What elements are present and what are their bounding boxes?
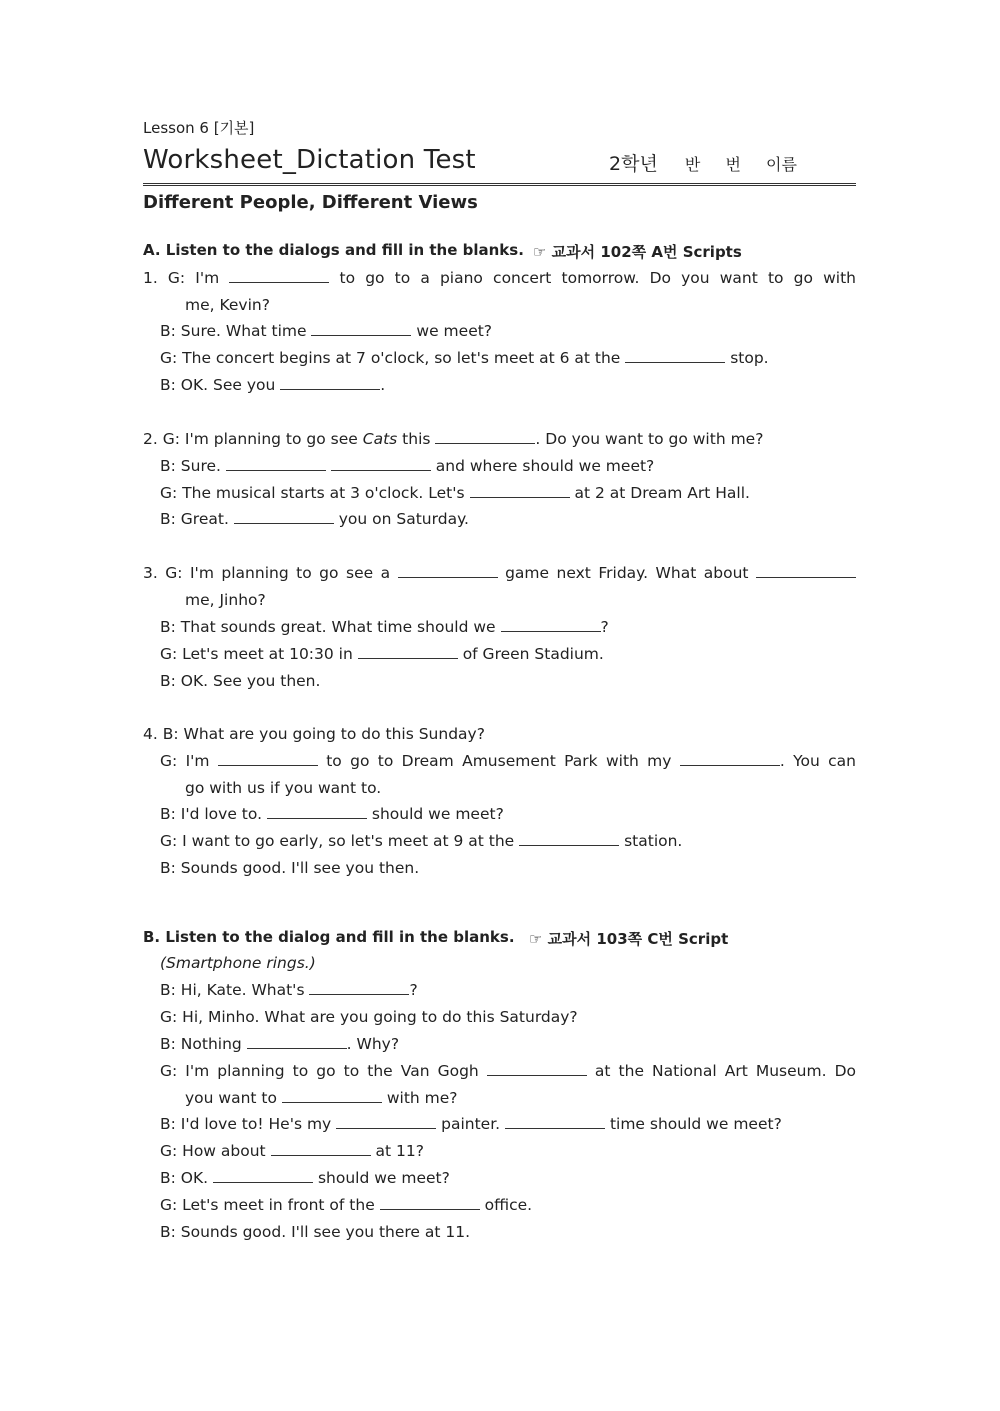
text: B: Sure. What time [160, 322, 307, 340]
text: G: I'm [160, 752, 210, 770]
text: ? [409, 981, 418, 999]
d4-line-2 [160, 748, 856, 775]
blank-field[interactable] [398, 563, 498, 578]
d2-line-1 [143, 426, 763, 453]
text: B: I'd love to. [160, 805, 263, 823]
b-line-8 [160, 1165, 450, 1192]
text: 3. G: I'm planning to go see a [143, 564, 391, 582]
blank-field[interactable] [331, 456, 431, 471]
d4-line-6: B: Sounds good. I'll see you then. [160, 859, 420, 877]
d1-line-4 [160, 345, 769, 372]
blank-field[interactable] [311, 321, 411, 336]
text: of Green Stadium. [462, 645, 604, 663]
blank-field[interactable] [501, 617, 601, 632]
d4-line-4 [160, 801, 504, 828]
student-info [609, 149, 797, 176]
text: . [380, 376, 386, 394]
name-label: 이름 [766, 155, 797, 174]
d4-line-3: go with us if you want to. [185, 779, 382, 797]
text: G: How about [160, 1142, 266, 1160]
section-b-note: (Smartphone rings.) [160, 954, 316, 972]
text: game next Friday. What about [505, 564, 749, 582]
b-line-5 [185, 1085, 458, 1112]
d3-line-2: me, Jinho? [185, 591, 266, 609]
text: to go to Dream Amusement Park with my [326, 752, 672, 770]
text: B: OK. See you [160, 376, 276, 394]
text: you on Saturday. [338, 510, 469, 528]
text: B: That sounds great. What time should we [160, 618, 496, 636]
blank-field[interactable] [213, 1168, 313, 1183]
section-b-reference: ☞ 교과서 103쪽 C번 Script [529, 930, 729, 948]
text: . You can [779, 752, 856, 770]
text: to go to a piano concert tomorrow. Do you want to go with [339, 269, 856, 287]
blank-field[interactable] [271, 1141, 371, 1156]
blank-field[interactable] [229, 268, 329, 283]
d1-line-5 [160, 372, 385, 399]
text: B: Hi, Kate. What's [160, 981, 305, 999]
text: G: I want to go early, so let's meet at 9 at the [160, 832, 515, 850]
blank-field[interactable] [470, 483, 570, 498]
page-title: Worksheet_Dictation Test [143, 145, 476, 175]
title-row [143, 145, 856, 186]
d1-line-3 [160, 318, 492, 345]
section-b-instruction: B. Listen to the dialog and fill in the blanks. [143, 928, 515, 946]
blank-field[interactable] [505, 1114, 605, 1129]
text: B: Nothing [160, 1035, 242, 1053]
b-line-6 [160, 1111, 782, 1138]
text: with me? [386, 1089, 458, 1107]
text: . Why? [346, 1035, 400, 1053]
blank-field[interactable] [519, 831, 619, 846]
text: at the National Art Museum. Do [594, 1062, 856, 1080]
section-a-instruction: A. Listen to the dialogs and fill in the blanks. [143, 241, 524, 259]
text: at 2 at Dream Art Hall. [574, 484, 750, 502]
d3-line-5: B: OK. See you then. [160, 672, 321, 690]
b-line-4 [160, 1058, 856, 1085]
class-label: 반 [684, 155, 701, 174]
text: we meet? [416, 322, 493, 340]
text: station. [624, 832, 683, 850]
text: time should we meet? [609, 1115, 782, 1133]
b-line-10: B: Sounds good. I'll see you there at 11. [160, 1223, 471, 1241]
d4-line-1: 4. B: What are you going to do this Sunday? [143, 725, 485, 743]
text: at 11? [375, 1142, 424, 1160]
text: and where should we meet? [435, 457, 655, 475]
b-line-3 [160, 1031, 399, 1058]
blank-field[interactable] [358, 644, 458, 659]
blank-field[interactable] [309, 980, 409, 995]
b-line-7 [160, 1138, 424, 1165]
d3-line-1 [143, 560, 856, 587]
text: this [402, 430, 431, 448]
blank-field[interactable] [625, 348, 725, 363]
blank-field[interactable] [218, 751, 318, 766]
b-line-2: G: Hi, Minho. What are you going to do this Saturday? [160, 1008, 578, 1026]
section-a-reference: ☞ 교과서 102쪽 A번 Scripts [533, 243, 742, 261]
blank-field[interactable] [234, 509, 334, 524]
d3-line-3 [160, 614, 609, 641]
blank-field[interactable] [435, 429, 535, 444]
text: ? [600, 618, 609, 636]
d3-line-4 [160, 641, 604, 668]
text: 2. G: I'm planning to go see [143, 430, 358, 448]
text-italic: Cats [362, 430, 398, 448]
text: 1. G: I'm [143, 269, 220, 287]
blank-field[interactable] [336, 1114, 436, 1129]
text: B: Great. [160, 510, 229, 528]
blank-field[interactable] [282, 1088, 382, 1103]
text: should we meet? [317, 1169, 450, 1187]
text: G: I'm planning to go to the Van Gogh [160, 1062, 479, 1080]
text: G: Let's meet in front of the [160, 1196, 375, 1214]
text: . Do you want to go with me? [535, 430, 764, 448]
blank-field[interactable] [756, 563, 856, 578]
blank-field[interactable] [247, 1034, 347, 1049]
text: B: I'd love to! He's my [160, 1115, 332, 1133]
blank-field[interactable] [680, 751, 780, 766]
subtitle: Different People, Different Views [143, 192, 478, 213]
text: G: The concert begins at 7 o'clock, so let's meet at 6 at the [160, 349, 621, 367]
d1-line-2: me, Kevin? [185, 296, 270, 314]
d4-line-5 [160, 828, 682, 855]
text: G: The musical starts at 3 o'clock. Let's [160, 484, 465, 502]
blank-field[interactable] [380, 1195, 480, 1210]
blank-field[interactable] [267, 804, 367, 819]
b-line-9 [160, 1192, 532, 1219]
d2-line-3 [160, 480, 750, 507]
text: office. [484, 1196, 533, 1214]
blank-field[interactable] [487, 1061, 587, 1076]
d2-line-4 [160, 506, 469, 533]
blank-field[interactable] [280, 375, 380, 390]
d1-line-1 [143, 265, 856, 292]
text: B: OK. [160, 1169, 209, 1187]
blank-field[interactable] [226, 456, 326, 471]
lesson-label: Lesson 6 [기본] [143, 119, 255, 137]
number-label: 번 [725, 155, 741, 174]
text: B: Sure. [160, 457, 221, 475]
text: should we meet? [371, 805, 504, 823]
text: painter. [441, 1115, 501, 1133]
text: you want to [185, 1089, 277, 1107]
d2-line-2 [160, 453, 654, 480]
text: stop. [730, 349, 769, 367]
text: G: Let's meet at 10:30 in [160, 645, 353, 663]
grade-label: 2학년 [609, 153, 658, 175]
b-line-1 [160, 977, 418, 1004]
